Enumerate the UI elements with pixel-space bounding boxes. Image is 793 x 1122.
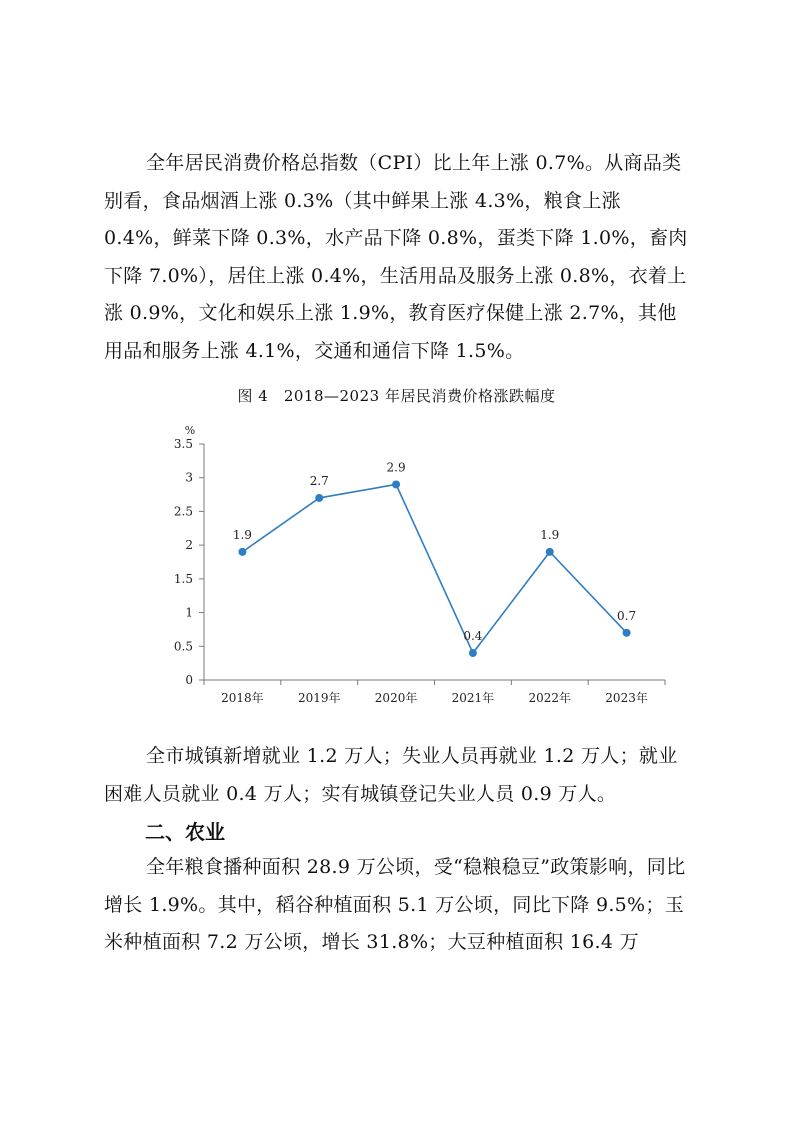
figure-caption: 图 4 2018—2023 年居民消费价格涨跌幅度 [237, 387, 556, 405]
data-point [623, 629, 631, 637]
paragraph-employment-text: 全市城镇新增就业 1.2 万人；失业人员再就业 1.2 万人；就业困难人员就业 0.4 万人；实有城镇登记失业人员 0.9 万人。 [104, 745, 678, 805]
series-line [242, 484, 626, 653]
x-tick-label: 2019年 [297, 691, 341, 705]
data-label: 0.4 [463, 629, 483, 644]
data-point [315, 494, 323, 502]
data-point [546, 548, 554, 556]
data-point [238, 548, 246, 556]
x-tick-label: 2021年 [451, 691, 495, 705]
y-tick-label: 0 [185, 673, 193, 687]
paragraph-cpi-text: 全年居民消费价格总指数（CPI）比上年上涨 0.7%。从商品类别看，食品烟酒上涨 0.3%（其中鲜果上涨 4.3%，粮食上涨 0.4%，鲜菜下降 0.3%，水产品下降 0.8%，蛋类下降 1.0%，畜肉下降 7.0%），居住上涨 0.4%，生活用品及服务上涨 0.8%，衣着上涨 0.9%，文化和娱乐上涨 1.9%，教育医疗保健上涨 2.7%，其他用品和服务上涨 4.1%，交通和通信下降 1.5%。 [104, 152, 688, 362]
y-tick-label: 1.5 [173, 571, 193, 586]
section-heading: 二、农业 [145, 820, 225, 844]
y-tick-label: 1 [185, 605, 193, 620]
data-label: 1.9 [540, 527, 560, 542]
data-label: 1.9 [232, 527, 252, 542]
y-tick-label: 3.5 [173, 437, 193, 451]
y-tick-label: 3 [185, 470, 193, 485]
cpi-line-chart [160, 418, 680, 708]
y-tick-label: 2 [185, 538, 193, 553]
data-point [469, 649, 477, 657]
paragraph-cpi [104, 145, 694, 371]
x-tick-label: 2023年 [605, 691, 648, 705]
x-tick-label: 2022年 [528, 691, 572, 705]
data-point [392, 480, 400, 488]
y-tick-label: 0.5 [173, 639, 193, 654]
data-label: 2.7 [309, 473, 329, 488]
y-axis-unit-label: % [184, 424, 196, 437]
x-tick-label: 2020年 [374, 691, 418, 705]
x-tick-label: 2018年 [221, 691, 264, 705]
paragraph-agriculture [104, 849, 694, 962]
data-label: 0.7 [617, 608, 637, 623]
paragraph-employment [104, 738, 694, 813]
paragraph-agriculture-text: 全年粮食播种面积 28.9 万公顷，受“稳粮稳豆”政策影响，同比增长 1.9%。其中，稻谷种植面积 5.1 万公顷，同比下降 9.5%；玉米种植面积 7.2 万公顷，增长 31.8%；大豆种植面积 16.4 万 [104, 856, 686, 954]
data-label: 2.9 [386, 460, 406, 475]
y-tick-label: 2.5 [173, 504, 193, 519]
